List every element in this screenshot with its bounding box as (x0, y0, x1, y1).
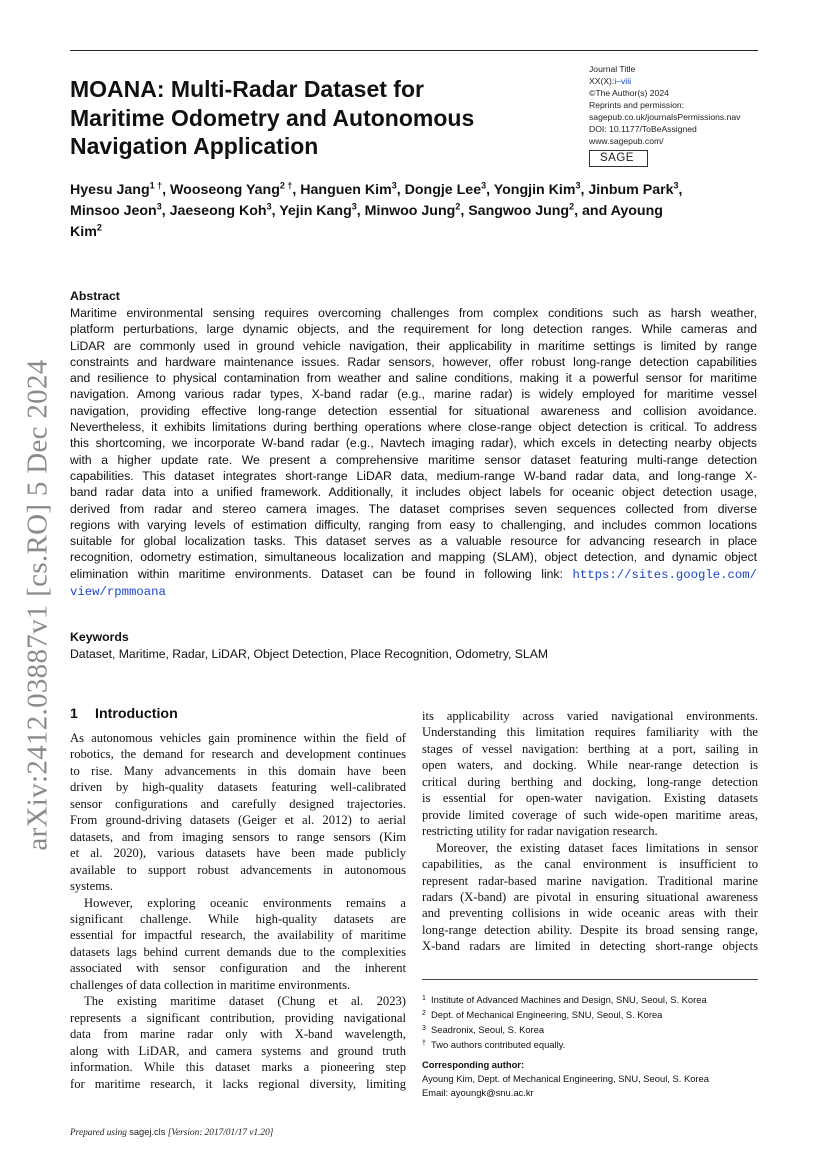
abstract-line: LiDAR are commonly used in ground vehicle navigation, their applicability in maritime settings is limited by range (70, 338, 757, 353)
footnote-mark: 1 (422, 995, 426, 1002)
affiliation-footnote (422, 1022, 762, 1037)
copyright: ©The Author(s) 2024 (589, 88, 669, 98)
abstract-line: platform perturbations, large dynamic objects, and the requirement for long detection ranges. While cameras and (70, 322, 757, 337)
author-affiliation-mark: 2 † (279, 180, 293, 191)
body-text-line: data from marine radar only with X-band wavelength, (70, 1027, 406, 1042)
footnote-mark: 2 (422, 1010, 426, 1017)
footnote-mark: 3 (422, 1025, 426, 1032)
abstract-line: Maritime environmental sensing requires overcoming challenges from complex conditions such as harsh weather, (70, 306, 757, 320)
body-text-line: associated with sensor configuration and the inherent (70, 961, 406, 976)
author-name: , Sangwoo Jung (460, 203, 570, 219)
body-text-line: and preventing collisions in wide oceanic areas with their (422, 906, 758, 921)
footnote-text: Seadronix, Seoul, S. Korea (431, 1024, 545, 1035)
body-text-line: provide limited coverage of such wide-open maritime areas, (422, 807, 758, 822)
author-affiliation-mark: 3 (575, 180, 581, 191)
abstract-line: regions with varying levels of estimation difficulty, ranging from easy to challenging, and includes common locations (70, 517, 757, 532)
author-name: , Dongje Lee (396, 182, 482, 198)
body-text-line: open waters, and docking. While near-range detection is (422, 758, 758, 773)
prepared-using-footer (70, 1127, 273, 1138)
dataset-link[interactable]: https://sites.google.com/ (572, 567, 757, 582)
body-text-line: X-band radars are limited in detecting short-range objects (422, 939, 758, 954)
top-rule (70, 50, 758, 51)
author-line (70, 180, 770, 201)
author-name: , Jinbum Park (580, 182, 674, 198)
body-text-line: represents a significant contribution, providing navigational (70, 1010, 406, 1025)
body-text-line: Moreover, the existing dataset faces limitations in sensor (436, 840, 758, 855)
keywords-list: Dataset, Maritime, Radar, LiDAR, Object Detection, Place Recognition, Odometry, SLAM (70, 647, 548, 661)
abstract-line: navigation. Among various radar types, X-band radar (e.g., marine radar) is widely employed for maritime vessel (70, 387, 757, 402)
journal-title: Journal Title (589, 64, 636, 74)
body-text-line: is essential for open-water navigation. Existing datasets (422, 791, 758, 806)
affiliation-footnote (422, 1007, 762, 1022)
author-name: Minsoo Jeon (70, 203, 157, 219)
body-text-line: datasets, and from imaging sensors to range sensors (Kim (70, 829, 406, 844)
body-text-line: available to support robust advancements in autonomous (70, 862, 406, 877)
reprints-label: Reprints and permission: (589, 100, 685, 110)
author-affiliation-mark: 1 † (149, 180, 163, 191)
paragraph (422, 840, 758, 955)
body-text-line: From ground-driving datasets (Geiger et al. 2012) to aerial (70, 813, 406, 828)
dataset-link-continued[interactable]: view/rpmmoana (70, 585, 166, 600)
body-text-line: radars (X-band) are pivotal in ensuring situational awareness (422, 889, 758, 904)
section-number: 1 (70, 706, 78, 722)
abstract-line: derived from radar and stereo camera images. The dataset comprises seven sequences collected from diverse (70, 501, 757, 516)
paragraph (70, 895, 406, 994)
keywords-heading: Keywords (70, 630, 129, 644)
abstract-line: navigation, providing effective long-range detection essential for situational awareness and collision avoidance. (70, 403, 757, 418)
paragraph (70, 993, 406, 1092)
section-title: Introduction (95, 706, 178, 722)
body-text-line: systems. (70, 879, 114, 894)
author-name: , (678, 182, 683, 198)
abstract-line: constraints and hardware maintenance issues. Radar sensors, however, offer robust long-range detection capabilities (70, 354, 757, 369)
body-text-line: et al. 2020), various datasets have been made publicly (70, 846, 406, 861)
abstract-line: Nevertheless, it exhibits limitations during berthing operations where close-range object detection is critical. To address (70, 420, 757, 435)
body-text-line: sensor configurations and carefully designed trajectories. (70, 796, 406, 811)
paragraph (70, 730, 406, 895)
sage-logo: SAGE (589, 150, 648, 167)
author-line (70, 201, 770, 222)
affiliation-list (422, 992, 762, 1052)
affiliation-footnote (422, 1037, 762, 1052)
body-text-line: restricting utility for radar navigation research. (422, 824, 658, 839)
body-text-line: long-range detection ability. Despite its broad sensing range, (422, 922, 758, 937)
page-range-link[interactable]: i–viii (614, 76, 632, 86)
abstract-line: with a higher update rate. We present a comprehensive maritime sensor dataset featuring multi-range detection (70, 452, 757, 467)
body-text-line: However, exploring oceanic environments remains a (84, 895, 406, 910)
abstract-line (70, 566, 757, 583)
corresponding-author-heading: Corresponding author: (422, 1059, 525, 1070)
affiliation-footnote (422, 992, 762, 1007)
abstract-line: band radar data into a unified framework. Additionally, it includes object labels for oceanic object detection usage, (70, 485, 757, 500)
body-text-line: challenges of data collection in maritime environments. (70, 977, 351, 992)
author-line (70, 222, 770, 243)
author-affiliation-mark: 3 (391, 180, 397, 191)
permissions-url: sagepub.co.uk/journalsPermissions.nav (589, 112, 741, 122)
footnote-text: Two authors contributed equally. (431, 1039, 566, 1050)
body-text-line: its applicability across varied navigational environments. (422, 709, 758, 723)
author-affiliation-mark: 2 (455, 201, 461, 212)
body-text-line: As autonomous vehicles gain prominence within the field of (70, 731, 406, 745)
journal-volume (589, 75, 764, 87)
abstract-line (70, 583, 757, 600)
journal-meta (589, 63, 764, 167)
footnote-text: Dept. of Mechanical Engineering, SNU, Seoul, S. Korea (431, 1009, 663, 1020)
body-text-line: represent radar-based marine navigation. Traditional marine (422, 873, 758, 888)
body-text-line: significant challenge. While high-quality datasets are (70, 911, 406, 926)
right-column-body (422, 708, 758, 955)
author-name: , Jaeseong Koh (161, 203, 267, 219)
body-text-line: capabilities, as the canal environment is insufficient to (422, 857, 758, 872)
abstract-line: suitable for global localization tasks. This dataset serves as a valuable resource for advancing research in place (70, 534, 757, 549)
body-text-line: datasets lags behind current demands due to the complexities (70, 944, 406, 959)
abstract-line: capabilities. This dataset integrates short-range LiDAR data, medium-range W-band radar data, and long-range X- (70, 468, 757, 483)
footnote-rule (422, 979, 758, 980)
section-heading (70, 706, 178, 722)
footnotes (422, 992, 762, 1100)
body-text-line: to rise. Many advancements in this domain have been (70, 763, 406, 778)
body-text-line: information. While this dataset marks a pioneering step (70, 1060, 406, 1075)
body-text-line: for maritime research, it lacks regional diversity, limiting (70, 1076, 406, 1091)
body-text-line: robotics, the demand for research and development continues (70, 747, 406, 762)
author-affiliation-mark: 3 (481, 180, 487, 191)
class-file-name: sagej.cls (129, 1127, 166, 1137)
author-name: Hyesu Jang (70, 182, 150, 198)
paragraph (422, 708, 758, 840)
footnote-text: Institute of Advanced Machines and Design, SNU, Seoul, S. Korea (431, 994, 707, 1005)
body-text-line: along with LiDAR, and camera systems and ground truth (70, 1043, 406, 1058)
author-name: , Minwoo Jung (356, 203, 456, 219)
corresponding-author-name: Ayoung Kim, Dept. of Mechanical Engineering, SNU, Seoul, S. Korea (422, 1073, 709, 1084)
author-affiliation-mark: 3 (673, 180, 679, 191)
body-text-line: stages of vessel navigation: berthing at a port, sailing in (422, 741, 758, 756)
footnote-mark: † (422, 1040, 426, 1047)
prepared-version: [Version: 2017/01/17 v1.20] (165, 1128, 274, 1138)
corresponding-author-email: Email: ayoungk@snu.ac.kr (422, 1087, 534, 1098)
body-text-line: critical during berthing and docking, long-range detection (422, 774, 758, 789)
author-affiliation-mark: 3 (266, 201, 272, 212)
body-text-line: Understanding this limitation requires familiarity with the (422, 725, 758, 740)
publisher-website: www.sagepub.com/ (589, 136, 664, 146)
author-affiliation-mark: 2 (569, 201, 575, 212)
prepared-prefix: Prepared using (70, 1128, 130, 1138)
abstract-line: recognition, odometry estimation, simultaneous localization and mapping (SLAM), object detection, and dynamic object (70, 550, 757, 565)
volume-label: XX(X): (589, 76, 615, 86)
doi: DOI: 10.1177/ToBeAssigned (589, 124, 697, 134)
paper-title (70, 75, 540, 161)
abstract-last-text: elimination within maritime environments. Dataset can be found in following link: (70, 566, 573, 581)
arxiv-identifier-stamp[interactable]: arXiv:2412.03887v1 [cs.RO] 5 Dec 2024 (21, 359, 54, 851)
title-line: Maritime Odometry and Autonomous (70, 104, 475, 131)
author-name: , and Ayoung (574, 203, 663, 219)
left-column-body (70, 730, 406, 1092)
abstract-line: this shortcoming, we incorporate W-band radar (e.g., Navtech imaging radar), which excels in detecting nearby objects (70, 436, 757, 451)
abstract-line: and resilience to physical contamination from weather and saline conditions, making it a powerful sensor for maritime (70, 371, 757, 386)
abstract-body (70, 305, 757, 600)
author-affiliation-mark: 3 (156, 201, 162, 212)
author-name: Kim (70, 224, 97, 240)
author-list (70, 180, 770, 243)
author-affiliation-mark: 2 (96, 222, 102, 233)
body-text-line: essential for impactful research, the availability of maritime (70, 928, 406, 943)
author-name: , Wooseong Yang (162, 182, 280, 198)
title-line: Navigation Application (70, 133, 319, 159)
body-text-line: driven by high-quality datasets featuring well-calibrated (70, 780, 406, 795)
abstract-heading: Abstract (70, 289, 120, 303)
author-name: , Hanguen Kim (292, 182, 392, 198)
author-name: , Yongjin Kim (486, 182, 576, 198)
body-text-line: The existing maritime dataset (Chung et al. 2023) (84, 994, 406, 1009)
author-affiliation-mark: 3 (351, 201, 357, 212)
title-line: MOANA: Multi-Radar Dataset for (70, 76, 424, 102)
abstract-lines (70, 305, 757, 566)
author-name: , Yejin Kang (271, 203, 352, 219)
